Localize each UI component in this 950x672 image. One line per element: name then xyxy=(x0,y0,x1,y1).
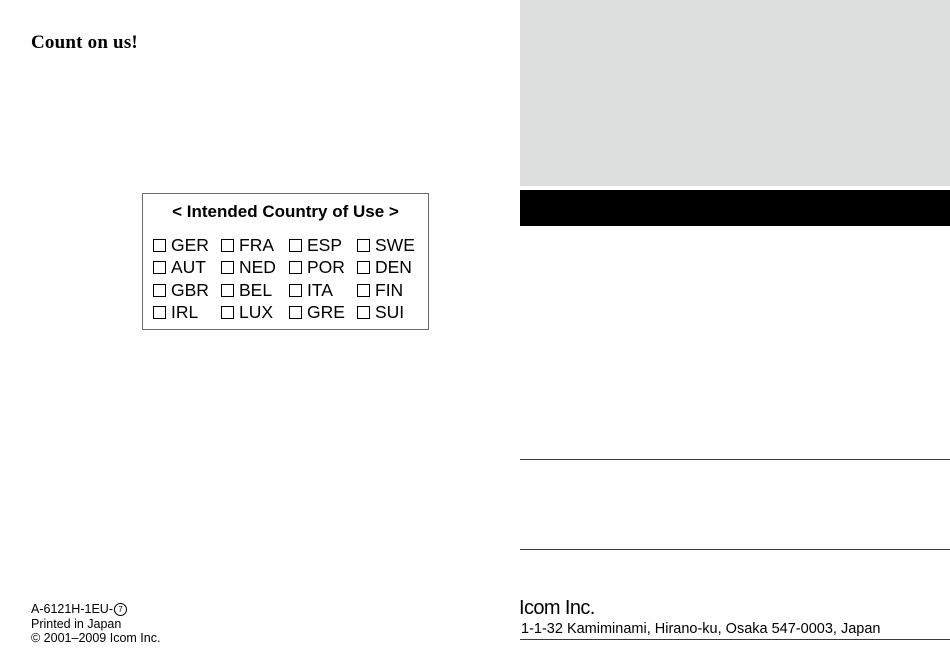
printed-in: Printed in Japan xyxy=(31,616,122,631)
country-code-label: DEN xyxy=(375,257,412,278)
gray-panel xyxy=(520,0,950,186)
country-code-label: GBR xyxy=(171,279,209,300)
country-code-label: ITA xyxy=(307,279,333,300)
country-code-label: BEL xyxy=(239,279,273,300)
checkbox-icon[interactable] xyxy=(221,239,234,252)
intended-country-box xyxy=(142,193,429,330)
document-code-line xyxy=(31,602,160,617)
revision-mark: 7 xyxy=(114,603,127,616)
country-option-swe[interactable] xyxy=(357,234,425,257)
country-code-label: NED xyxy=(239,257,276,278)
country-code-label: POR xyxy=(307,257,345,278)
company-address: 1-1-32 Kamiminami, Hirano-ku, Osaka 547-0003, Japan xyxy=(521,621,881,637)
checkbox-icon[interactable] xyxy=(153,306,166,319)
document-code: A-6121H-1EU- xyxy=(31,602,113,616)
checkbox-icon[interactable] xyxy=(289,284,302,297)
country-code-label: SUI xyxy=(375,302,405,323)
black-bar xyxy=(520,190,950,226)
country-code-label: ESP xyxy=(307,234,343,255)
divider-line-bottom xyxy=(520,639,950,640)
company-logo: Icom Inc. xyxy=(519,597,595,619)
country-code-label: GRE xyxy=(307,302,345,323)
country-code-label: IRL xyxy=(171,302,199,323)
checkbox-icon[interactable] xyxy=(221,284,234,297)
country-option-gbr[interactable] xyxy=(153,279,221,302)
checkbox-icon[interactable] xyxy=(357,306,370,319)
checkbox-icon[interactable] xyxy=(357,261,370,274)
country-option-den[interactable] xyxy=(357,257,425,280)
country-option-sui[interactable] xyxy=(357,302,425,325)
intended-country-title: < Intended Country of Use > xyxy=(172,202,399,221)
country-option-ita[interactable] xyxy=(289,279,357,302)
country-option-ger[interactable] xyxy=(153,234,221,257)
country-option-fra[interactable] xyxy=(221,234,289,257)
checkbox-icon[interactable] xyxy=(153,284,166,297)
country-code-label: FIN xyxy=(375,279,404,300)
country-code-label: AUT xyxy=(171,257,206,278)
country-option-ned[interactable] xyxy=(221,257,289,280)
slogan: Count on us! xyxy=(31,32,138,53)
country-code-label: GER xyxy=(171,234,209,255)
country-code-label: LUX xyxy=(239,302,274,323)
divider-line-middle xyxy=(520,549,950,550)
country-code-label: FRA xyxy=(239,234,274,255)
checkbox-icon[interactable] xyxy=(221,261,234,274)
checkbox-icon[interactable] xyxy=(289,239,302,252)
country-code-label: SWE xyxy=(375,234,415,255)
country-option-gre[interactable] xyxy=(289,302,357,325)
country-option-lux[interactable] xyxy=(221,302,289,325)
country-option-esp[interactable] xyxy=(289,234,357,257)
print-info xyxy=(31,602,160,646)
country-option-bel[interactable] xyxy=(221,279,289,302)
copyright: © 2001–2009 Icom Inc. xyxy=(31,631,161,645)
country-option-irl[interactable] xyxy=(153,302,221,325)
checkbox-icon[interactable] xyxy=(289,306,302,319)
country-grid xyxy=(153,234,425,324)
divider-line-top xyxy=(520,459,950,460)
checkbox-icon[interactable] xyxy=(289,261,302,274)
country-option-aut[interactable] xyxy=(153,257,221,280)
checkbox-icon[interactable] xyxy=(221,306,234,319)
checkbox-icon[interactable] xyxy=(357,239,370,252)
checkbox-icon[interactable] xyxy=(357,284,370,297)
checkbox-icon[interactable] xyxy=(153,261,166,274)
country-option-fin[interactable] xyxy=(357,279,425,302)
country-option-por[interactable] xyxy=(289,257,357,280)
checkbox-icon[interactable] xyxy=(153,239,166,252)
